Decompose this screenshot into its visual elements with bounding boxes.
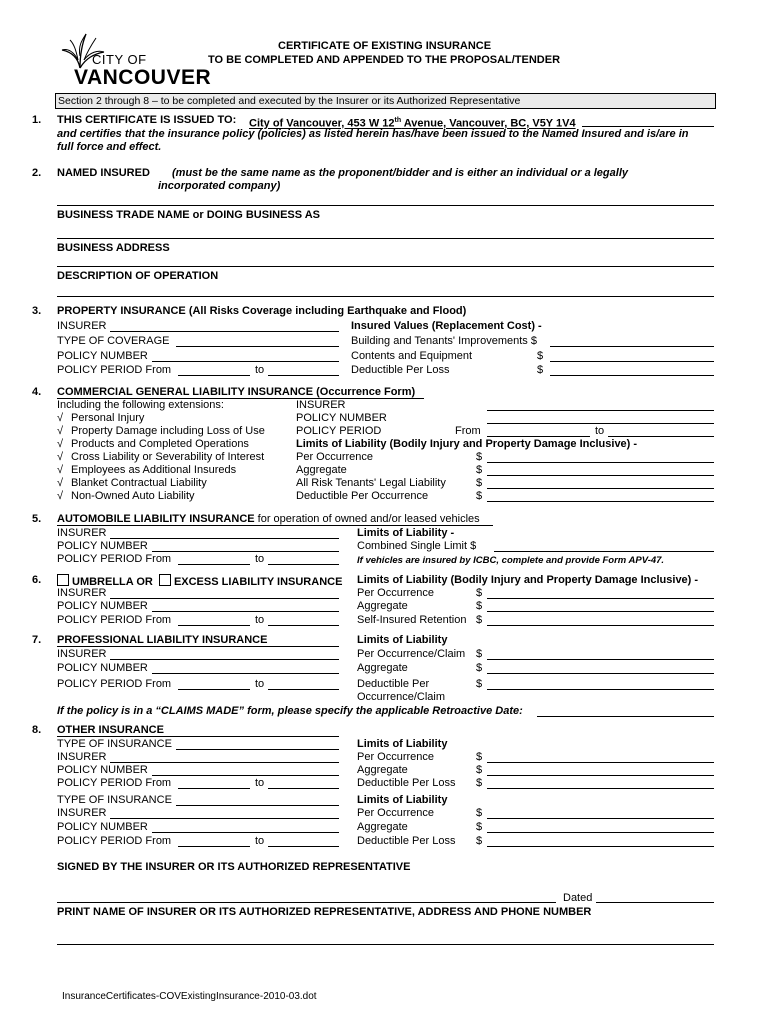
auto-combined-label: Combined Single Limit $ [357, 540, 477, 552]
cgl-ext-7 [57, 490, 195, 503]
property-deductible-dollar: $ [537, 364, 544, 376]
section-8-number: 8. [32, 724, 42, 736]
auto-insurer-label: INSURER [57, 527, 107, 539]
other2-type-field[interactable] [176, 805, 339, 806]
property-contents-label: Contents and Equipment [351, 350, 473, 362]
excess-label: EXCESS LIABILITY INSURANCE [173, 576, 343, 588]
other2-per-occurrence-field[interactable] [487, 818, 714, 819]
other2-policy-label: POLICY NUMBER [57, 821, 148, 833]
professional-title-rule [57, 646, 339, 647]
footer-filename: InsuranceCertificates-COVExistingInsurance-2010-03.dot [62, 991, 317, 1002]
professional-policy-label: POLICY NUMBER [57, 662, 148, 674]
cgl-tenants-dollar: $ [476, 477, 483, 489]
cgl-deductible-label: Deductible Per Occurrence [296, 490, 429, 502]
professional-per-claim-label: Per Occurrence/Claim [357, 648, 466, 660]
section-6-number: 6. [32, 574, 42, 586]
property-deductible-field[interactable] [550, 375, 714, 376]
section-7-number: 7. [32, 634, 42, 646]
umbrella-retention-field[interactable] [487, 625, 714, 626]
cgl-title: COMMERCIAL GENERAL LIABILITY INSURANCE (Occurrence Form) [57, 386, 416, 398]
auto-policy-label: POLICY NUMBER [57, 540, 148, 552]
named-insured-label: NAMED INSURED [57, 167, 150, 179]
cgl-policy-field[interactable] [487, 423, 714, 424]
cgl-period-to-label: to [595, 425, 605, 437]
property-policy-label: POLICY NUMBER [57, 350, 148, 362]
section-1-number: 1. [32, 114, 42, 126]
section-note: Section 2 through 8 – to be completed and executed by the Insurer or its Authorized Representative [58, 95, 521, 107]
property-policy-field[interactable] [152, 361, 339, 362]
check-icon: √ [57, 425, 64, 437]
signed-by-label: SIGNED BY THE INSURER OR ITS AUTHORIZED REPRESENTATIVE [57, 861, 411, 873]
umbrella-retention-label: Self-Insured Retention [357, 614, 467, 626]
property-building-label: Building and Tenants' Improvements $ [351, 335, 537, 347]
cgl-ext-label: Blanket Contractual Liability [71, 477, 207, 489]
other1-aggregate-field[interactable] [487, 775, 714, 776]
other2-deductible-dollar: $ [476, 835, 483, 847]
section-2-number: 2. [32, 167, 42, 179]
other2-type-label: TYPE OF INSURANCE [57, 794, 172, 806]
logo-vancouver: VANCOUVER [74, 66, 212, 89]
auto-title-rule [57, 525, 493, 526]
auto-insurer-field[interactable] [110, 538, 339, 539]
other2-period-label: POLICY PERIOD From [57, 835, 172, 847]
property-period-label: POLICY PERIOD From [57, 364, 172, 376]
address-part-a: City of Vancouver, 453 W 12 [249, 117, 395, 130]
property-title: PROPERTY INSURANCE (All Risks Coverage including Earthquake and Flood) [57, 305, 467, 317]
other2-aggregate-label: Aggregate [357, 821, 408, 833]
umbrella-checkbox[interactable] [57, 574, 69, 586]
umbrella-label: UMBRELLA OR [72, 576, 153, 588]
property-insurer-field[interactable] [110, 331, 339, 332]
logo-city-of: CITY OF [92, 52, 147, 67]
section-4-number: 4. [32, 386, 42, 398]
print-name-label: PRINT NAME OF INSURER OR ITS AUTHORIZED REPRESENTATIVE, ADDRESS AND PHONE NUMBER [57, 906, 592, 918]
cgl-ext-3 [57, 438, 249, 451]
other1-insurer-field[interactable] [110, 762, 339, 763]
professional-insurer-label: INSURER [57, 648, 107, 660]
cgl-ext-label: Employees as Additional Insureds [71, 464, 237, 476]
certifies-line-1: and certifies that the insurance policy (policies) as listed herein has/have been issued to the Named Insured and is/are in [57, 128, 689, 140]
other1-deductible-label: Deductible Per Loss [357, 777, 456, 789]
umbrella-period-to-field[interactable] [268, 625, 339, 626]
cgl-ext-6 [57, 477, 207, 490]
umbrella-period-label: POLICY PERIOD From [57, 614, 172, 626]
issued-to-underline [582, 126, 714, 127]
cgl-ext-label: Cross Liability or Severability of Interest [71, 451, 265, 463]
other2-insurer-field[interactable] [110, 818, 339, 819]
other2-period-to-field[interactable] [268, 846, 339, 847]
check-icon: √ [57, 477, 64, 489]
property-building-field[interactable] [550, 346, 714, 347]
dated-field[interactable] [596, 902, 714, 903]
auto-limits-title: Limits of Liability - [357, 527, 455, 539]
umbrella-policy-field[interactable] [152, 611, 339, 612]
other1-aggregate-label: Aggregate [357, 764, 408, 776]
named-insured-field[interactable] [57, 205, 714, 206]
other1-period-to-label: to [255, 777, 265, 789]
professional-period-to-label: to [255, 678, 265, 690]
other2-policy-field[interactable] [152, 832, 339, 833]
cgl-ext-label: Property Damage including Loss of Use [71, 425, 265, 437]
professional-deductible-dollar: $ [476, 678, 483, 690]
professional-per-claim-field[interactable] [487, 659, 714, 660]
property-values-title: Insured Values (Replacement Cost) - [351, 320, 542, 332]
professional-period-label: POLICY PERIOD From [57, 678, 172, 690]
umbrella-limits-title: Limits of Liability (Bodily Injury and Property Damage Inclusive) - [357, 574, 699, 586]
other2-period-to-label: to [255, 835, 265, 847]
cgl-aggregate-field[interactable] [487, 475, 714, 476]
other-title-rule [57, 736, 339, 737]
other1-limits-title: Limits of Liability [357, 738, 448, 750]
umbrella-per-occurrence-label: Per Occurrence [357, 587, 435, 599]
check-icon: √ [57, 451, 64, 463]
page-title: CERTIFICATE OF EXISTING INSURANCE [278, 40, 492, 52]
property-period-to-label: to [255, 364, 265, 376]
cgl-ext-label: Non-Owned Auto Liability [71, 490, 195, 502]
other1-aggregate-dollar: $ [476, 764, 483, 776]
other1-policy-label: POLICY NUMBER [57, 764, 148, 776]
other1-period-to-field[interactable] [268, 788, 339, 789]
umbrella-insurer-label: INSURER [57, 587, 107, 599]
check-icon: √ [57, 412, 64, 424]
other1-period-label: POLICY PERIOD From [57, 777, 172, 789]
professional-deductible-label-b: Occurrence/Claim [357, 691, 446, 703]
cgl-ext-4 [57, 451, 264, 464]
check-icon: √ [57, 464, 64, 476]
cgl-period-from-label: From [455, 425, 481, 437]
cgl-tenants-field[interactable] [487, 488, 714, 489]
other2-per-occurrence-label: Per Occurrence [357, 807, 435, 819]
other2-limits-title: Limits of Liability [357, 794, 448, 806]
professional-aggregate-label: Aggregate [357, 662, 408, 674]
professional-per-claim-dollar: $ [476, 648, 483, 660]
professional-period-to-field[interactable] [268, 689, 339, 690]
cgl-per-occurrence-label: Per Occurrence [296, 451, 374, 463]
cgl-per-occurrence-field[interactable] [487, 462, 714, 463]
cgl-limits-title: Limits of Liability (Bodily Injury and Property Damage Inclusive) - [296, 438, 638, 450]
umbrella-aggregate-field[interactable] [487, 611, 714, 612]
property-period-from-field[interactable] [178, 375, 250, 376]
excess-checkbox[interactable] [159, 574, 171, 586]
cgl-ext-1 [57, 412, 144, 425]
umbrella-period-from-field[interactable] [178, 625, 250, 626]
other-title: OTHER INSURANCE [57, 724, 164, 736]
business-address-label: BUSINESS ADDRESS [57, 242, 170, 254]
issued-to-label: THIS CERTIFICATE IS ISSUED TO: [57, 114, 237, 126]
other2-period-from-field[interactable] [178, 846, 250, 847]
cgl-ext-label: Personal Injury [71, 412, 145, 424]
other1-period-from-field[interactable] [178, 788, 250, 789]
cgl-aggregate-dollar: $ [476, 464, 483, 476]
property-type-label: TYPE OF COVERAGE [57, 335, 170, 347]
umbrella-retention-dollar: $ [476, 614, 483, 626]
named-insured-note-2: incorporated company) [158, 180, 281, 192]
other2-deductible-field[interactable] [487, 846, 714, 847]
page-subtitle: TO BE COMPLETED AND APPENDED TO THE PROPOSAL/TENDER [208, 54, 561, 66]
print-name-field[interactable] [57, 944, 714, 945]
cgl-deductible-dollar: $ [476, 490, 483, 502]
other1-type-field[interactable] [176, 749, 339, 750]
description-field[interactable] [57, 296, 714, 297]
professional-aggregate-dollar: $ [476, 662, 483, 674]
cgl-period-label: POLICY PERIOD [296, 425, 382, 437]
named-insured-note-1: (must be the same name as the proponent/bidder and is either an individual or a legally [172, 167, 628, 179]
check-icon: √ [57, 490, 64, 502]
other1-deductible-field[interactable] [487, 788, 714, 789]
professional-insurer-field[interactable] [110, 659, 339, 660]
cgl-ext-2 [57, 425, 265, 438]
other1-per-occurrence-dollar: $ [476, 751, 483, 763]
check-icon: √ [57, 438, 64, 450]
cgl-ext-label: Products and Completed Operations [71, 438, 249, 450]
other2-per-occurrence-dollar: $ [476, 807, 483, 819]
cgl-deductible-field[interactable] [487, 501, 714, 502]
auto-period-from-field[interactable] [178, 564, 250, 565]
professional-policy-field[interactable] [152, 673, 339, 674]
cgl-period-from-field[interactable] [487, 436, 590, 437]
auto-period-to-field[interactable] [268, 564, 339, 565]
section-5-number: 5. [32, 513, 42, 525]
cgl-insurer-field[interactable] [487, 410, 714, 411]
auto-period-to-label: to [255, 553, 265, 565]
cgl-including: Including the following extensions: [57, 399, 224, 411]
auto-combined-field[interactable] [494, 551, 714, 552]
professional-deductible-label-a: Deductible Per [357, 678, 430, 690]
professional-period-from-field[interactable] [178, 689, 250, 690]
property-deductible-label: Deductible Per Loss [351, 364, 450, 376]
cgl-tenants-label: All Risk Tenants' Legal Liability [296, 477, 446, 489]
cgl-period-to-field[interactable] [608, 436, 714, 437]
section-note-box [55, 93, 716, 109]
certifies-line-2: full force and effect. [57, 141, 162, 153]
dated-label: Dated [563, 892, 593, 904]
auto-title-rest: for operation of owned and/or leased vehicles [254, 513, 480, 525]
umbrella-aggregate-dollar: $ [476, 600, 483, 612]
cgl-ext-5 [57, 464, 236, 477]
retroactive-date-field[interactable] [537, 716, 714, 717]
address-part-b: Avenue, Vancouver, BC, V5Y 1V4 [401, 117, 576, 130]
trade-name-field[interactable] [57, 238, 714, 239]
other2-deductible-label: Deductible Per Loss [357, 835, 456, 847]
property-type-field[interactable] [176, 346, 339, 347]
property-contents-dollar: $ [537, 350, 544, 362]
property-insurer-label: INSURER [57, 320, 107, 332]
auto-period-label: POLICY PERIOD From [57, 553, 172, 565]
city-logo [58, 30, 212, 89]
other2-aggregate-dollar: $ [476, 821, 483, 833]
other1-per-occurrence-field[interactable] [487, 762, 714, 763]
business-address-field[interactable] [57, 266, 714, 267]
umbrella-policy-label: POLICY NUMBER [57, 600, 148, 612]
description-label: DESCRIPTION OF OPERATION [57, 270, 219, 282]
auto-title-bold: AUTOMOBILE LIABILITY INSURANCE [57, 513, 255, 525]
cgl-aggregate-label: Aggregate [296, 464, 347, 476]
section-3-number: 3. [32, 305, 42, 317]
signature-field[interactable] [57, 902, 556, 903]
other2-insurer-label: INSURER [57, 807, 107, 819]
professional-limits-title: Limits of Liability [357, 634, 448, 646]
other1-type-label: TYPE OF INSURANCE [57, 738, 172, 750]
umbrella-aggregate-label: Aggregate [357, 600, 408, 612]
cgl-insurer-label: INSURER [296, 399, 346, 411]
claims-made-note: If the policy is in a “CLAIMS MADE” form, please specify the applicable Retroactive Date: [57, 705, 523, 717]
other1-per-occurrence-label: Per Occurrence [357, 751, 435, 763]
property-contents-field[interactable] [550, 361, 714, 362]
trade-name-label: BUSINESS TRADE NAME or DOING BUSINESS AS [57, 209, 321, 221]
auto-policy-field[interactable] [152, 551, 339, 552]
cgl-policy-label: POLICY NUMBER [296, 412, 387, 424]
umbrella-period-to-label: to [255, 614, 265, 626]
auto-icbc-note: If vehicles are insured by ICBC, complete and provide Form APV-47. [357, 555, 665, 566]
address-sup: th [394, 117, 402, 124]
umbrella-per-occurrence-dollar: $ [476, 587, 483, 599]
professional-deductible-field[interactable] [487, 689, 714, 690]
other1-insurer-label: INSURER [57, 751, 107, 763]
other1-policy-field[interactable] [152, 775, 339, 776]
other1-deductible-dollar: $ [476, 777, 483, 789]
cgl-per-occurrence-dollar: $ [476, 451, 483, 463]
property-period-to-field[interactable] [268, 375, 339, 376]
other2-aggregate-field[interactable] [487, 832, 714, 833]
professional-title: PROFESSIONAL LIABILITY INSURANCE [57, 634, 268, 646]
umbrella-per-occurrence-field[interactable] [487, 598, 714, 599]
umbrella-insurer-field[interactable] [110, 598, 339, 599]
professional-aggregate-field[interactable] [487, 673, 714, 674]
